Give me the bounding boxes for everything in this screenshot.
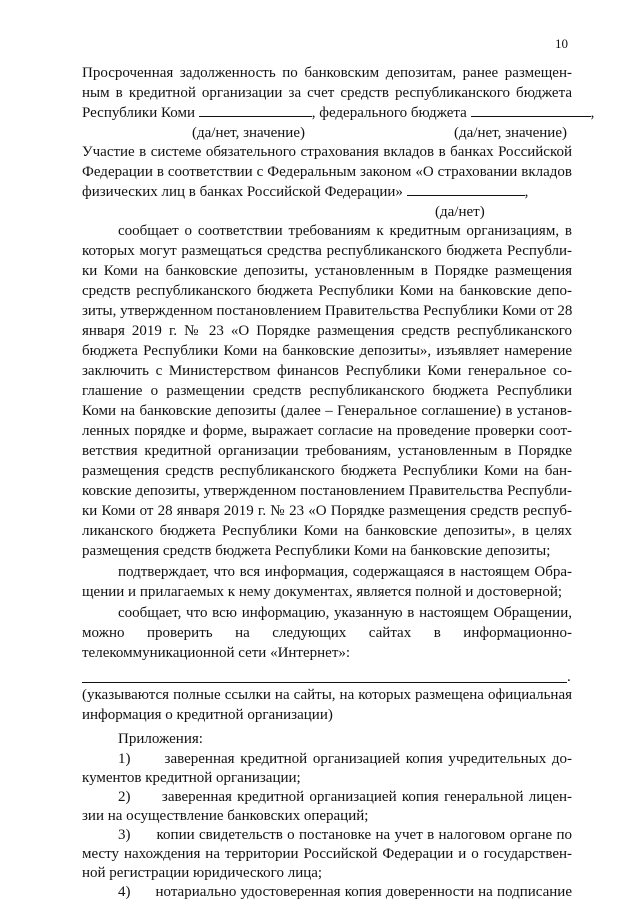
text-fragment: физических лиц в банках Российской Федерации» <box>82 184 403 200</box>
punctuation: , <box>590 105 595 121</box>
text-line: ки Коми от 28 января 2019 г. № 23 «О Порядке размещения средств респуб- <box>82 503 572 519</box>
text-line: можно проверить на следующих сайтах в информационно- <box>82 625 572 641</box>
list-item: 3) копии свидетельств о постановке на учет в налоговом органе по <box>118 827 572 843</box>
text-line: заключить с Министерством финансов Республики Коми генеральное со- <box>82 363 572 379</box>
text-line: Просроченная задолженность по банковским депозитам, ранее размещен- <box>82 65 572 81</box>
text-line: средств республиканского бюджета Республики Коми на банковские депо- <box>82 283 572 299</box>
text-line-with-blank <box>82 183 572 202</box>
text-line: которых могут размещаться средства республиканского бюджета Республи- <box>82 243 572 259</box>
text-line: ной регистрации юридического лица; <box>82 865 323 881</box>
field-caption: (да/нет, значение) <box>454 125 567 141</box>
text-line: размещения средств бюджета Республики Коми на банковские депозиты; <box>82 543 551 559</box>
list-item: 4) нотариально удостоверенная копия доверенности на подписание <box>118 884 572 900</box>
text-line: Участие в системе обязательного страхования вкладов в банках Российской <box>82 144 572 160</box>
text-line: глашение о размещении средств республиканского бюджета Республики <box>82 383 572 399</box>
text-line: кументов кредитной организации; <box>82 770 301 786</box>
text-line: сообщает о соответствии требованиям к кредитным организациям, в <box>118 223 572 239</box>
page-number: 10 <box>555 36 568 51</box>
punctuation: , <box>524 184 529 200</box>
field-caption: (да/нет) <box>435 204 485 220</box>
field-caption: (да/нет, значение) <box>192 125 305 141</box>
text-line: подтверждает, что вся информация, содержащаяся в настоящем Обра- <box>118 564 572 580</box>
text-line: ликанского бюджета Республики Коми на банковские депозиты», в целях <box>82 523 572 539</box>
text-line: ветствия кредитной организации требованиям, установленным в Порядке <box>82 443 572 459</box>
text-line: размещения средств республиканского бюджета Республики Коми на бан- <box>82 463 572 479</box>
text-line: щении и прилагаемых к нему документах, является полной и достоверной; <box>82 584 563 600</box>
text-line: Коми на банковские депозиты (далее – Генеральное соглашение) в установ- <box>82 403 572 419</box>
list-item: 2) заверенная кредитной организацией копия генеральной лицен- <box>118 789 572 805</box>
text-line: бюджета Республики Коми на банковские депозиты», изъявляет намерение <box>82 343 572 359</box>
text-line: Федерации в соответствии с Федеральным законом «О страховании вкладов <box>82 164 572 180</box>
text-line: месту нахождения на территории Российской Федерации и о государствен- <box>82 846 572 862</box>
blank-field-federal[interactable] <box>471 104 591 117</box>
text-line: ным в кредитной организации за счет средств республиканского бюджета <box>82 85 572 101</box>
text-line: сообщает, что всю информацию, указанную в настоящем Обращении, <box>118 605 572 621</box>
blank-field-republic[interactable] <box>199 104 312 117</box>
text-line: телекоммуникационной сети «Интернет»: <box>82 645 351 661</box>
text-line: ковские депозиты, утвержденном постановлением Правительства Республи- <box>82 483 572 499</box>
blank-field-insurance[interactable] <box>407 183 525 196</box>
text-line: информация о кредитной организации) <box>82 707 333 723</box>
text-line: (указываются полные ссылки на сайты, на которых размещена официальная <box>82 687 572 703</box>
section-heading: Приложения: <box>118 731 203 747</box>
text-line: ленных порядке и форме, выражает согласие на проведение проверки соот- <box>82 423 572 439</box>
text-line: ки Коми на банковские депозиты, установленным в Порядке размещения <box>82 263 572 279</box>
text-line: января 2019 г. № 23 «О Порядке размещения средств республиканского <box>82 323 572 339</box>
text-line: зии на осуществление банковских операций; <box>82 808 369 824</box>
blank-field-websites[interactable] <box>82 682 567 683</box>
list-item: 1) заверенная кредитной организацией копия учредительных до- <box>118 751 572 767</box>
text-fragment: Республики Коми <box>82 105 195 121</box>
text-line: зиты, утвержденном постановлением Правительства Республики Коми от 28 <box>82 303 573 319</box>
text-line-with-blanks <box>82 104 595 123</box>
punctuation: . <box>567 669 571 685</box>
text-fragment: , федерального бюджета <box>311 105 467 121</box>
